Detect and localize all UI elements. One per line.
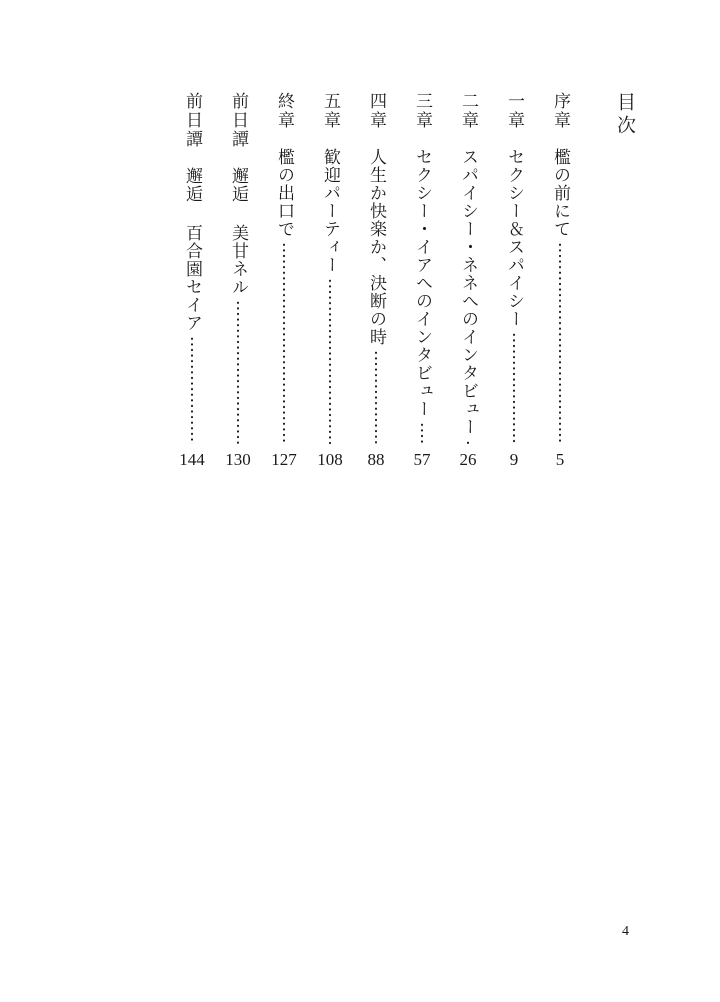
dot-leader [191, 336, 193, 444]
entry-title: 檻の出口で [274, 148, 294, 238]
entry-title: 邂逅 美甘ネル [228, 167, 248, 296]
toc-entry [318, 92, 342, 470]
toc-entry [272, 92, 296, 470]
entry-title: 檻の前にて [550, 148, 570, 238]
entry-page-number: 9 [509, 450, 519, 469]
chapter-label: 四章 [366, 92, 386, 130]
dot-leader [329, 278, 331, 444]
entry-page-number: 130 [225, 450, 251, 469]
entry-title: 人生か快楽か、決断の時 [366, 148, 386, 346]
dot-leader [283, 242, 285, 444]
dot-leader [237, 300, 239, 444]
dot-leader [375, 350, 377, 444]
entry-page-number: 144 [179, 450, 205, 469]
chapter-label: 序章 [550, 92, 570, 130]
dot-leader [421, 422, 423, 444]
entry-page-number: 57 [413, 450, 431, 469]
toc-entry [180, 92, 204, 470]
chapter-label: 二章 [458, 92, 478, 130]
dot-leader [467, 440, 469, 444]
chapter-label: 五章 [320, 92, 340, 130]
chapter-label: 前日譚 [182, 92, 202, 149]
toc-heading: 目次 [614, 92, 636, 138]
toc-entry [226, 92, 250, 470]
toc-entry [548, 92, 572, 470]
page-number: 4 [622, 924, 629, 939]
toc-entry [502, 92, 526, 470]
dot-leader [513, 332, 515, 444]
chapter-label: 三章 [412, 92, 432, 130]
chapter-label: 終章 [274, 92, 294, 130]
entry-title: 歓迎パーティー [320, 148, 340, 274]
chapter-label: 一章 [504, 92, 524, 130]
entry-page-number: 88 [367, 450, 385, 469]
entry-page-number: 108 [317, 450, 343, 469]
entry-page-number: 26 [459, 450, 477, 469]
entry-page-number: 127 [271, 450, 297, 469]
toc-entry [410, 92, 434, 470]
entry-page-number: 5 [555, 450, 565, 469]
toc-entry [456, 92, 480, 470]
chapter-label: 前日譚 [228, 92, 248, 149]
entry-title: セクシー・イアへのインタビュー [412, 148, 432, 418]
entry-title: スパイシー・ネネへのインタビュー [458, 148, 478, 436]
dot-leader [559, 242, 561, 444]
entry-title: 邂逅 百合園セイア [182, 167, 202, 332]
toc-entry [364, 92, 388, 470]
entry-title: セクシー＆スパイシー [504, 148, 524, 328]
